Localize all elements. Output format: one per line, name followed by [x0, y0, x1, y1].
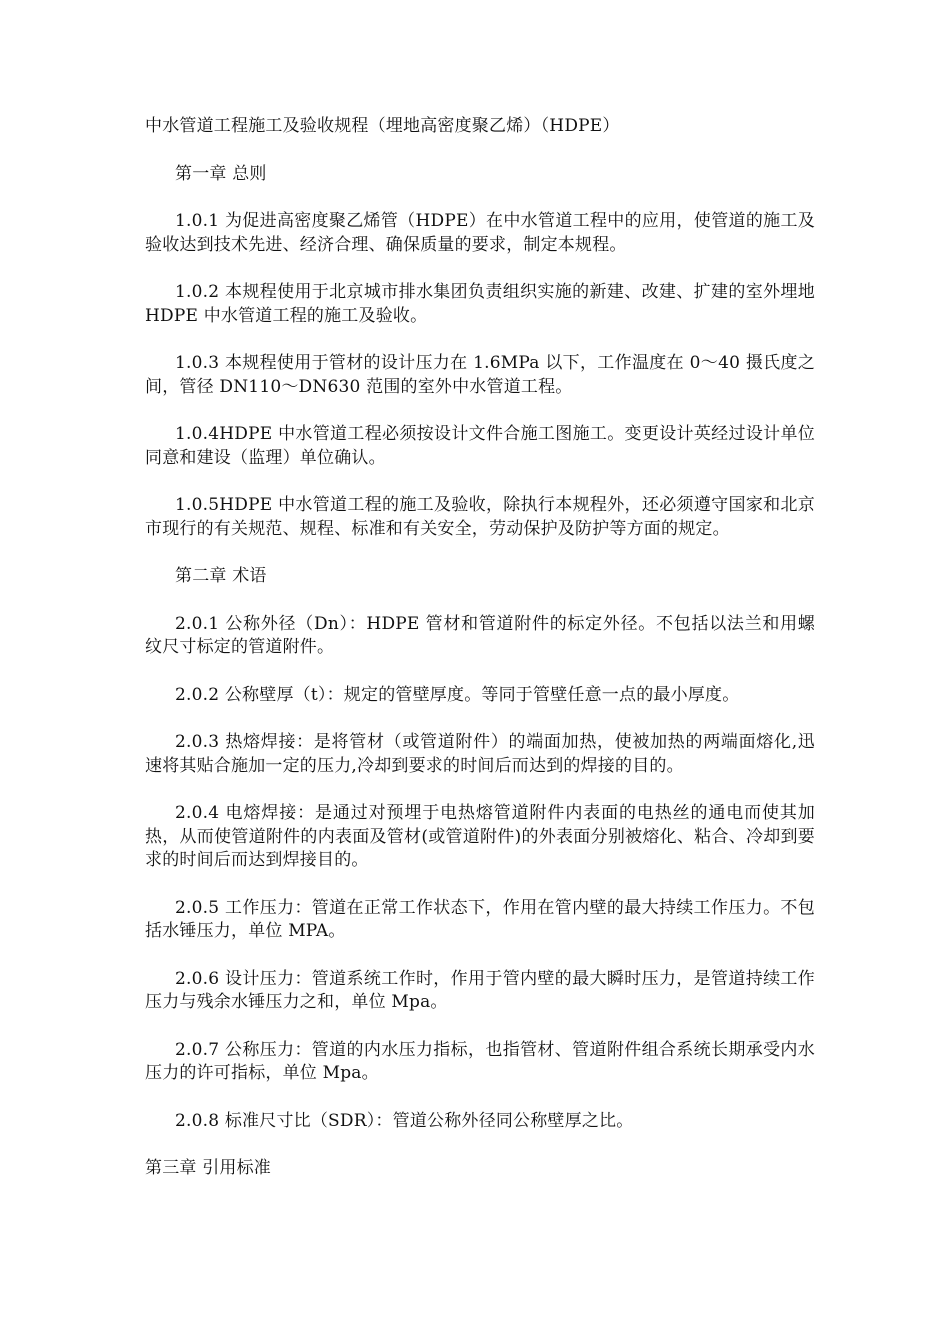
- clause-2-0-4: 2.0.4 电熔焊接：是通过对预埋于电热熔管道附件内表面的电热丝的通电而使其加热，从而使管道附件的内表面及管材(或管道附件)的外表面分别被熔化、粘合、冷却到要求的时间后而达到焊接目的。: [145, 803, 815, 870]
- chapter-2-heading: 第二章 术语: [175, 566, 267, 586]
- document-body: [145, 115, 815, 1205]
- clause-2-0-8: 2.0.8 标准尺寸比（SDR）：管道公称外径同公称壁厚之比。: [175, 1110, 634, 1131]
- clause-2-0-3: 2.0.3 热熔焊接：是将管材（或管道附件）的端面加热，使被加热的两端面熔化,迅速将其贴合施加一定的压力,冷却到要求的时间后而达到的焊接的目的。: [145, 732, 815, 776]
- clause-1-0-1: 1.0.1 为促进高密度聚乙烯管（HDPE）在中水管道工程中的应用，使管道的施工及验收达到技术先进、经济合理、确保质量的要求，制定本规程。: [145, 211, 815, 255]
- clause-1-0-2: 1.0.2 本规程使用于北京城市排水集团负责组织实施的新建、改建、扩建的室外埋地 HDPE 中水管道工程的施工及验收。: [145, 282, 815, 326]
- clause-1-0-3: 1.0.3 本规程使用于管材的设计压力在 1.6MPa 以下，工作温度在 0～40 摄氏度之间，管径 DN110～DN630 范围的室外中水管道工程。: [145, 353, 815, 397]
- clause-2-0-2: 2.0.2 公称壁厚（t）：规定的管壁厚度。等同于管壁任意一点的最小厚度。: [175, 684, 740, 705]
- document-title: 中水管道工程施工及验收规程（埋地高密度聚乙烯）（HDPE）: [145, 116, 620, 136]
- clause-2-0-7: 2.0.7 公称压力：管道的内水压力指标，也指管材、管道附件组合系统长期承受内水压力的许可指标，单位 Mpa。: [145, 1039, 815, 1083]
- clause-2-0-1: 2.0.1 公称外径（Dn）：HDPE 管材和管道附件的标定外径。不包括以法兰和用螺纹尺寸标定的管道附件。: [145, 613, 815, 657]
- clause-1-0-5: 1.0.5HDPE 中水管道工程的施工及验收，除执行本规程外，还必须遵守国家和北京市现行的有关规范、规程、标准和有关安全，劳动保护及防护等方面的规定。: [145, 495, 815, 539]
- chapter-3-heading: 第三章 引用标准: [145, 1158, 272, 1178]
- chapter-1-heading: 第一章 总则: [175, 163, 267, 184]
- clause-2-0-5: 2.0.5 工作压力：管道在正常工作状态下，作用在管内壁的最大持续工作压力。不包括水锤压力，单位 MPA。: [145, 897, 815, 941]
- clause-1-0-4: 1.0.4HDPE 中水管道工程必须按设计文件合施工图施工。变更设计英经过设计单位同意和建设（监理）单位确认。: [145, 424, 815, 468]
- clause-2-0-6: 2.0.6 设计压力：管道系统工作时，作用于管内壁的最大瞬时压力，是管道持续工作压力与残余水锤压力之和，单位 Mpa。: [145, 968, 815, 1012]
